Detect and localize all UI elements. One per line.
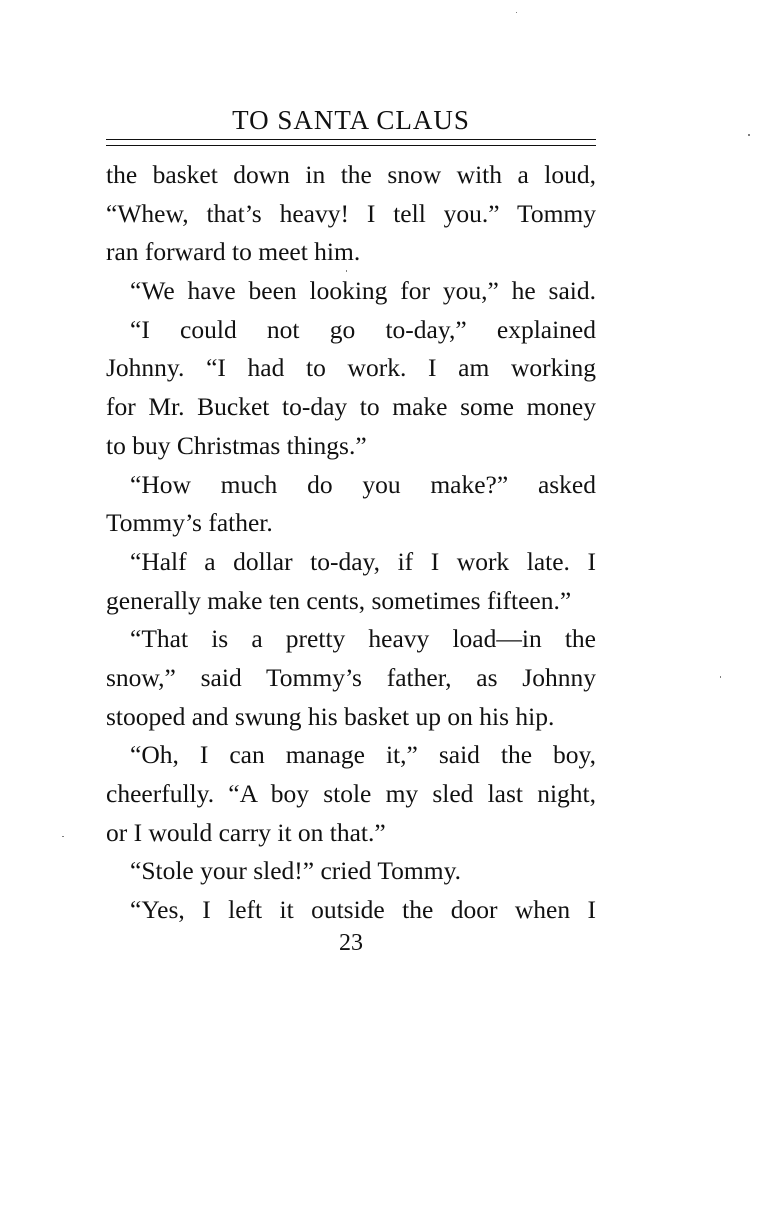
- text-line: to buy Christmas things.”: [106, 430, 367, 460]
- text-line: for Mr. Bucket to-day to make some money: [106, 392, 596, 422]
- text-line: “How much do you make?” asked: [130, 469, 596, 499]
- text-line: “Whew, that’s heavy! I tell you.” Tommy: [106, 198, 596, 228]
- text-line: “Yes, I left it outside the door when I: [130, 895, 596, 925]
- header-rule-thick: [106, 139, 596, 140]
- header-rule-thin: [106, 145, 596, 146]
- text-line: stooped and swung his basket up on his hip.: [106, 701, 555, 731]
- page-number: 23: [339, 930, 363, 956]
- text-line: cheerfully. “A boy stole my sled last night,: [106, 779, 596, 808]
- scan-speck: [516, 12, 517, 13]
- text-line: generally make ten cents, sometimes fifteen.”: [106, 585, 572, 615]
- text-line: or I would carry it on that.”: [106, 817, 386, 847]
- text-line: snow,” said Tommy’s father, as Johnny: [106, 662, 596, 692]
- scan-speck: [720, 676, 721, 678]
- text-line: “I could not go to-day,” explained: [130, 314, 596, 344]
- text-line: ran forward to meet him.: [106, 237, 361, 267]
- text-line: Tommy’s father.: [106, 508, 273, 538]
- scan-speck: [748, 134, 750, 136]
- body-text: [106, 156, 596, 930]
- text-line: “That is a pretty heavy load—in the: [130, 624, 596, 654]
- text-line: “Oh, I can manage it,” said the boy,: [130, 740, 596, 770]
- text-line: the basket down in the snow with a loud,: [106, 160, 596, 189]
- text-line: “Half a dollar to-day, if I work late. I: [130, 546, 596, 576]
- scan-speck: [62, 836, 64, 837]
- scan-speck: [346, 270, 347, 272]
- text-line: “Stole your sled!” cried Tommy.: [130, 856, 462, 886]
- running-head: TO SANTA CLAUS: [232, 105, 470, 135]
- text-line: Johnny. “I had to work. I am working: [106, 353, 596, 383]
- text-line: “We have been looking for you,” he said.: [130, 276, 596, 306]
